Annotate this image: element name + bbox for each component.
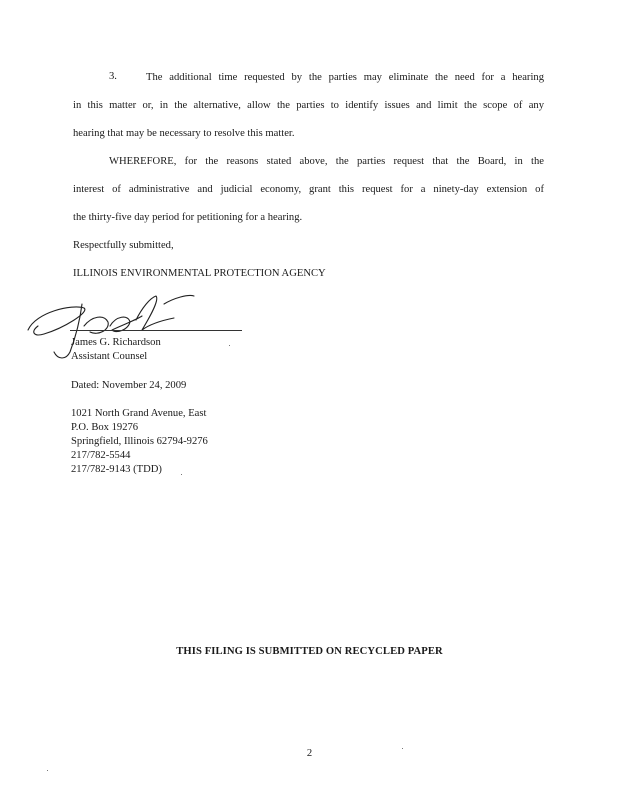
wherefore-line-1: WHEREFORE, for the reasons stated above, the parties request that the Board, in the [109,156,544,167]
scan-speck [181,474,182,475]
address-line-2: P.O. Box 19276 [71,422,139,433]
signer-name: James G. Richardson [71,337,161,348]
address-line-5: 217/782-9143 (TDD) [71,464,162,475]
page-number: 2 [306,748,313,759]
salutation: Respectfully submitted, [73,240,174,251]
scan-speck [402,748,403,749]
wherefore-line-3: the thirty-five day period for petitioning for a hearing. [73,212,303,223]
paragraph-3-line-2: in this matter or, in the alternative, allow the parties to identify issues and limit the scope of any [73,100,544,111]
recycled-paper-note: THIS FILING IS SUBMITTED ON RECYCLED PAPER [176,646,443,657]
address-line-4: 217/782-5544 [71,450,131,461]
signature-line [70,330,242,331]
address-line-1: 1021 North Grand Avenue, East [71,408,207,419]
agency-name: ILLINOIS ENVIRONMENTAL PROTECTION AGENCY [73,268,326,279]
address-line-3: Springfield, Illinois 62794-9276 [71,436,208,447]
wherefore-line-2: interest of administrative and judicial economy, grant this request for a ninety-day extension of [73,184,544,195]
scan-speck [47,770,48,771]
paragraph-3-line-1: The additional time requested by the parties may eliminate the need for a hearing [146,72,544,83]
signer-title: Assistant Counsel [71,351,148,362]
paragraph-3-line-3: hearing that may be necessary to resolve this matter. [73,128,295,139]
paragraph-number: 3. [109,71,117,82]
scan-speck [229,345,230,346]
dated-line: Dated: November 24, 2009 [71,380,187,391]
